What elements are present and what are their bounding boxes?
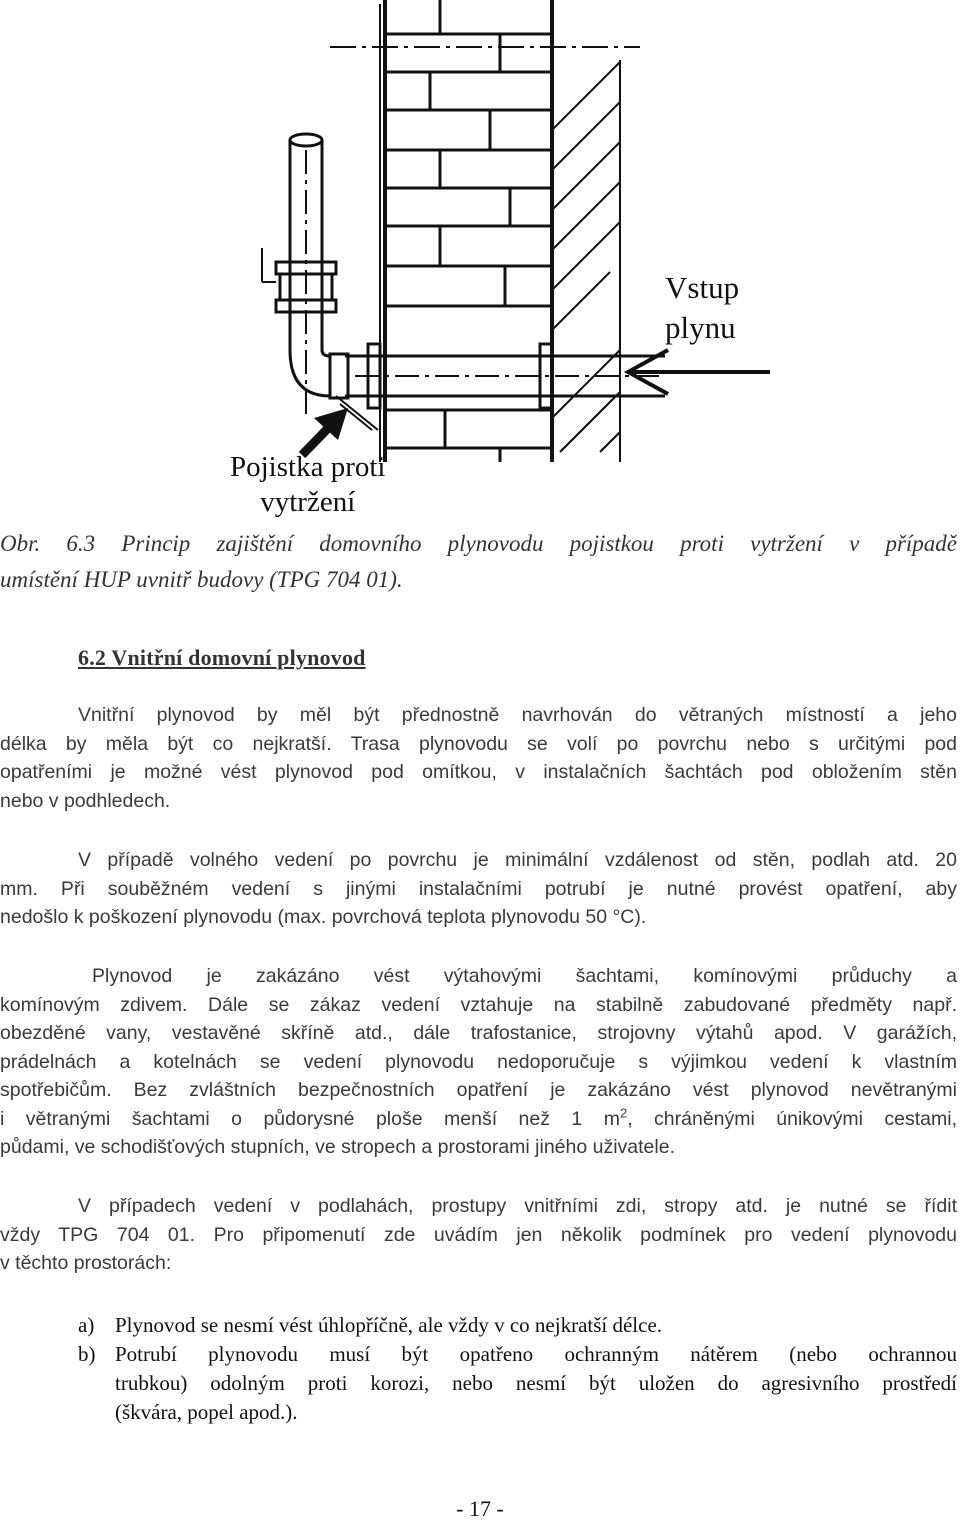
p2-line2: [0, 875, 957, 904]
p4-line2-a: vždy TPG 704 01.: [0, 1223, 196, 1246]
list-item-a-text: Plynovod se nesmí vést úhlopříčně, ale vždy v co nejkratší délce.: [115, 1313, 663, 1337]
p4-line2-b: Pro připomenutí zde uvádím jen několik podmínek pro vedení plynovodu: [195, 1223, 957, 1246]
list-marker-b: b): [78, 1342, 96, 1366]
p3-line2: [0, 991, 957, 1020]
section-heading: 6.2 Vnitřní domovní plynovod: [78, 645, 366, 670]
p3-line6-b: , chráněnými únikovými cestami,: [627, 1107, 957, 1130]
p3-line5: [0, 1076, 957, 1105]
label-fuse: [230, 450, 385, 520]
p3-line6: [0, 1105, 957, 1134]
paragraph-3: [0, 962, 957, 1162]
paragraph-2: [0, 846, 957, 932]
p3-line6-a: i větranými šachtami o půdorysné ploše menší než 1 m: [0, 1107, 620, 1130]
p3-line3-a: obezděné vany, vestavěné skříně atd., dále trafostanice, strojovny výtahů apod.: [0, 1022, 823, 1044]
p3-line7: půdami, ve schodišťových stupních, ve stropech a prostorami jiného uživatele.: [0, 1136, 675, 1158]
p3-line5-b: Bez zvláštních bezpečnostních opatření je zakázáno vést plynovod nevětranými: [111, 1079, 957, 1101]
p3-line3-b: V garážích,: [822, 1022, 957, 1044]
p2-line3: nedošlo k poškození plynovodu (max. povrchová teplota plynovodu 50 °C).: [0, 906, 647, 928]
list-marker-a: a): [78, 1313, 95, 1337]
paragraph-1: [0, 701, 957, 815]
p4-line2: [0, 1221, 957, 1250]
p1-line1: Vnitřní plynovod by měl být přednostně navrhován do větraných místností a jeho: [78, 704, 957, 726]
p2-line2-b: Při souběžném vedení s jinými instalačními potrubí je nutné provést opatření, aby: [37, 877, 957, 900]
p2-line1: V případě volného vedení po povrchu je minimální vzdálenost od stěn, podlah atd. 20: [78, 849, 957, 871]
p3-line3: [0, 1019, 957, 1048]
p4-line1: V případech vedení v podlahách, prostupy vnitřními zdi, stropy atd. je nutné se řídit: [78, 1195, 957, 1217]
fuse-arrow-icon: [302, 408, 348, 455]
p3-line6-sup: 2: [619, 1105, 628, 1120]
p3-line2-b: Dále se zákaz vedení vztahuje na stabilně zabudované předměty např.: [187, 993, 958, 1016]
label-gas-inlet-line2: plynu: [665, 310, 736, 345]
p1-line2-b: Trasa plynovodu se volí po povrchu nebo s určitými pod: [331, 732, 957, 755]
page-number: - 17 -: [456, 1496, 504, 1521]
label-gas-inlet-line1: Vstup: [665, 270, 740, 305]
p3-line4: prádelnách a kotelnách se vedení plynovodu nedoporučuje s výjimkou vedení k vlastním: [0, 1050, 957, 1073]
label-fuse-line1: Pojistka proti: [230, 451, 386, 483]
caption-line2: umístění HUP uvnitř budovy (TPG 704 01).: [0, 567, 403, 592]
p2-line2-a: mm.: [0, 877, 38, 900]
gas-inlet-drawing: [0, 0, 960, 530]
p4-line3: v těchto prostorách:: [0, 1252, 172, 1274]
list-item-b-line1: Potrubí plynovodu musí být opatřeno ochranným nátěrem (nebo ochrannou: [115, 1342, 957, 1366]
list-item-b: [78, 1340, 957, 1427]
list-item-b-line2: trubkou) odolným proti korozi, nebo nesmí být uložen do agresivního prostředí: [115, 1371, 957, 1395]
p1-line3: opatřeními je možné vést plynovod pod omítkou, v instalačních šachtách pod obložením stěn: [0, 761, 957, 783]
p3-line1: Plynovod je zakázáno vést výtahovými šachtami, komínovými průduchy a: [92, 965, 957, 987]
figure-caption: [0, 526, 957, 598]
p3-line2-a: komínovým zdivem.: [0, 993, 188, 1016]
list-item-b-line3: (škvára, popel apod.).: [115, 1400, 298, 1424]
p3-line5-a: spotřebičům.: [0, 1079, 112, 1101]
figure-gas-inlet: [0, 0, 960, 530]
label-fuse-line2: vytržení: [260, 486, 356, 518]
label-gas-inlet: [665, 268, 739, 348]
p1-line4: nebo v podhledech.: [0, 789, 171, 812]
p1-line2: [0, 730, 957, 759]
paragraph-4: [0, 1192, 957, 1278]
p1-line2-a: délka by měla být co nejkratší.: [0, 732, 332, 755]
list-item-a: [78, 1311, 957, 1340]
caption-line1: Obr. 6.3 Princip zajištění domovního plynovodu pojistkou proti vytržení v případě: [0, 531, 957, 556]
